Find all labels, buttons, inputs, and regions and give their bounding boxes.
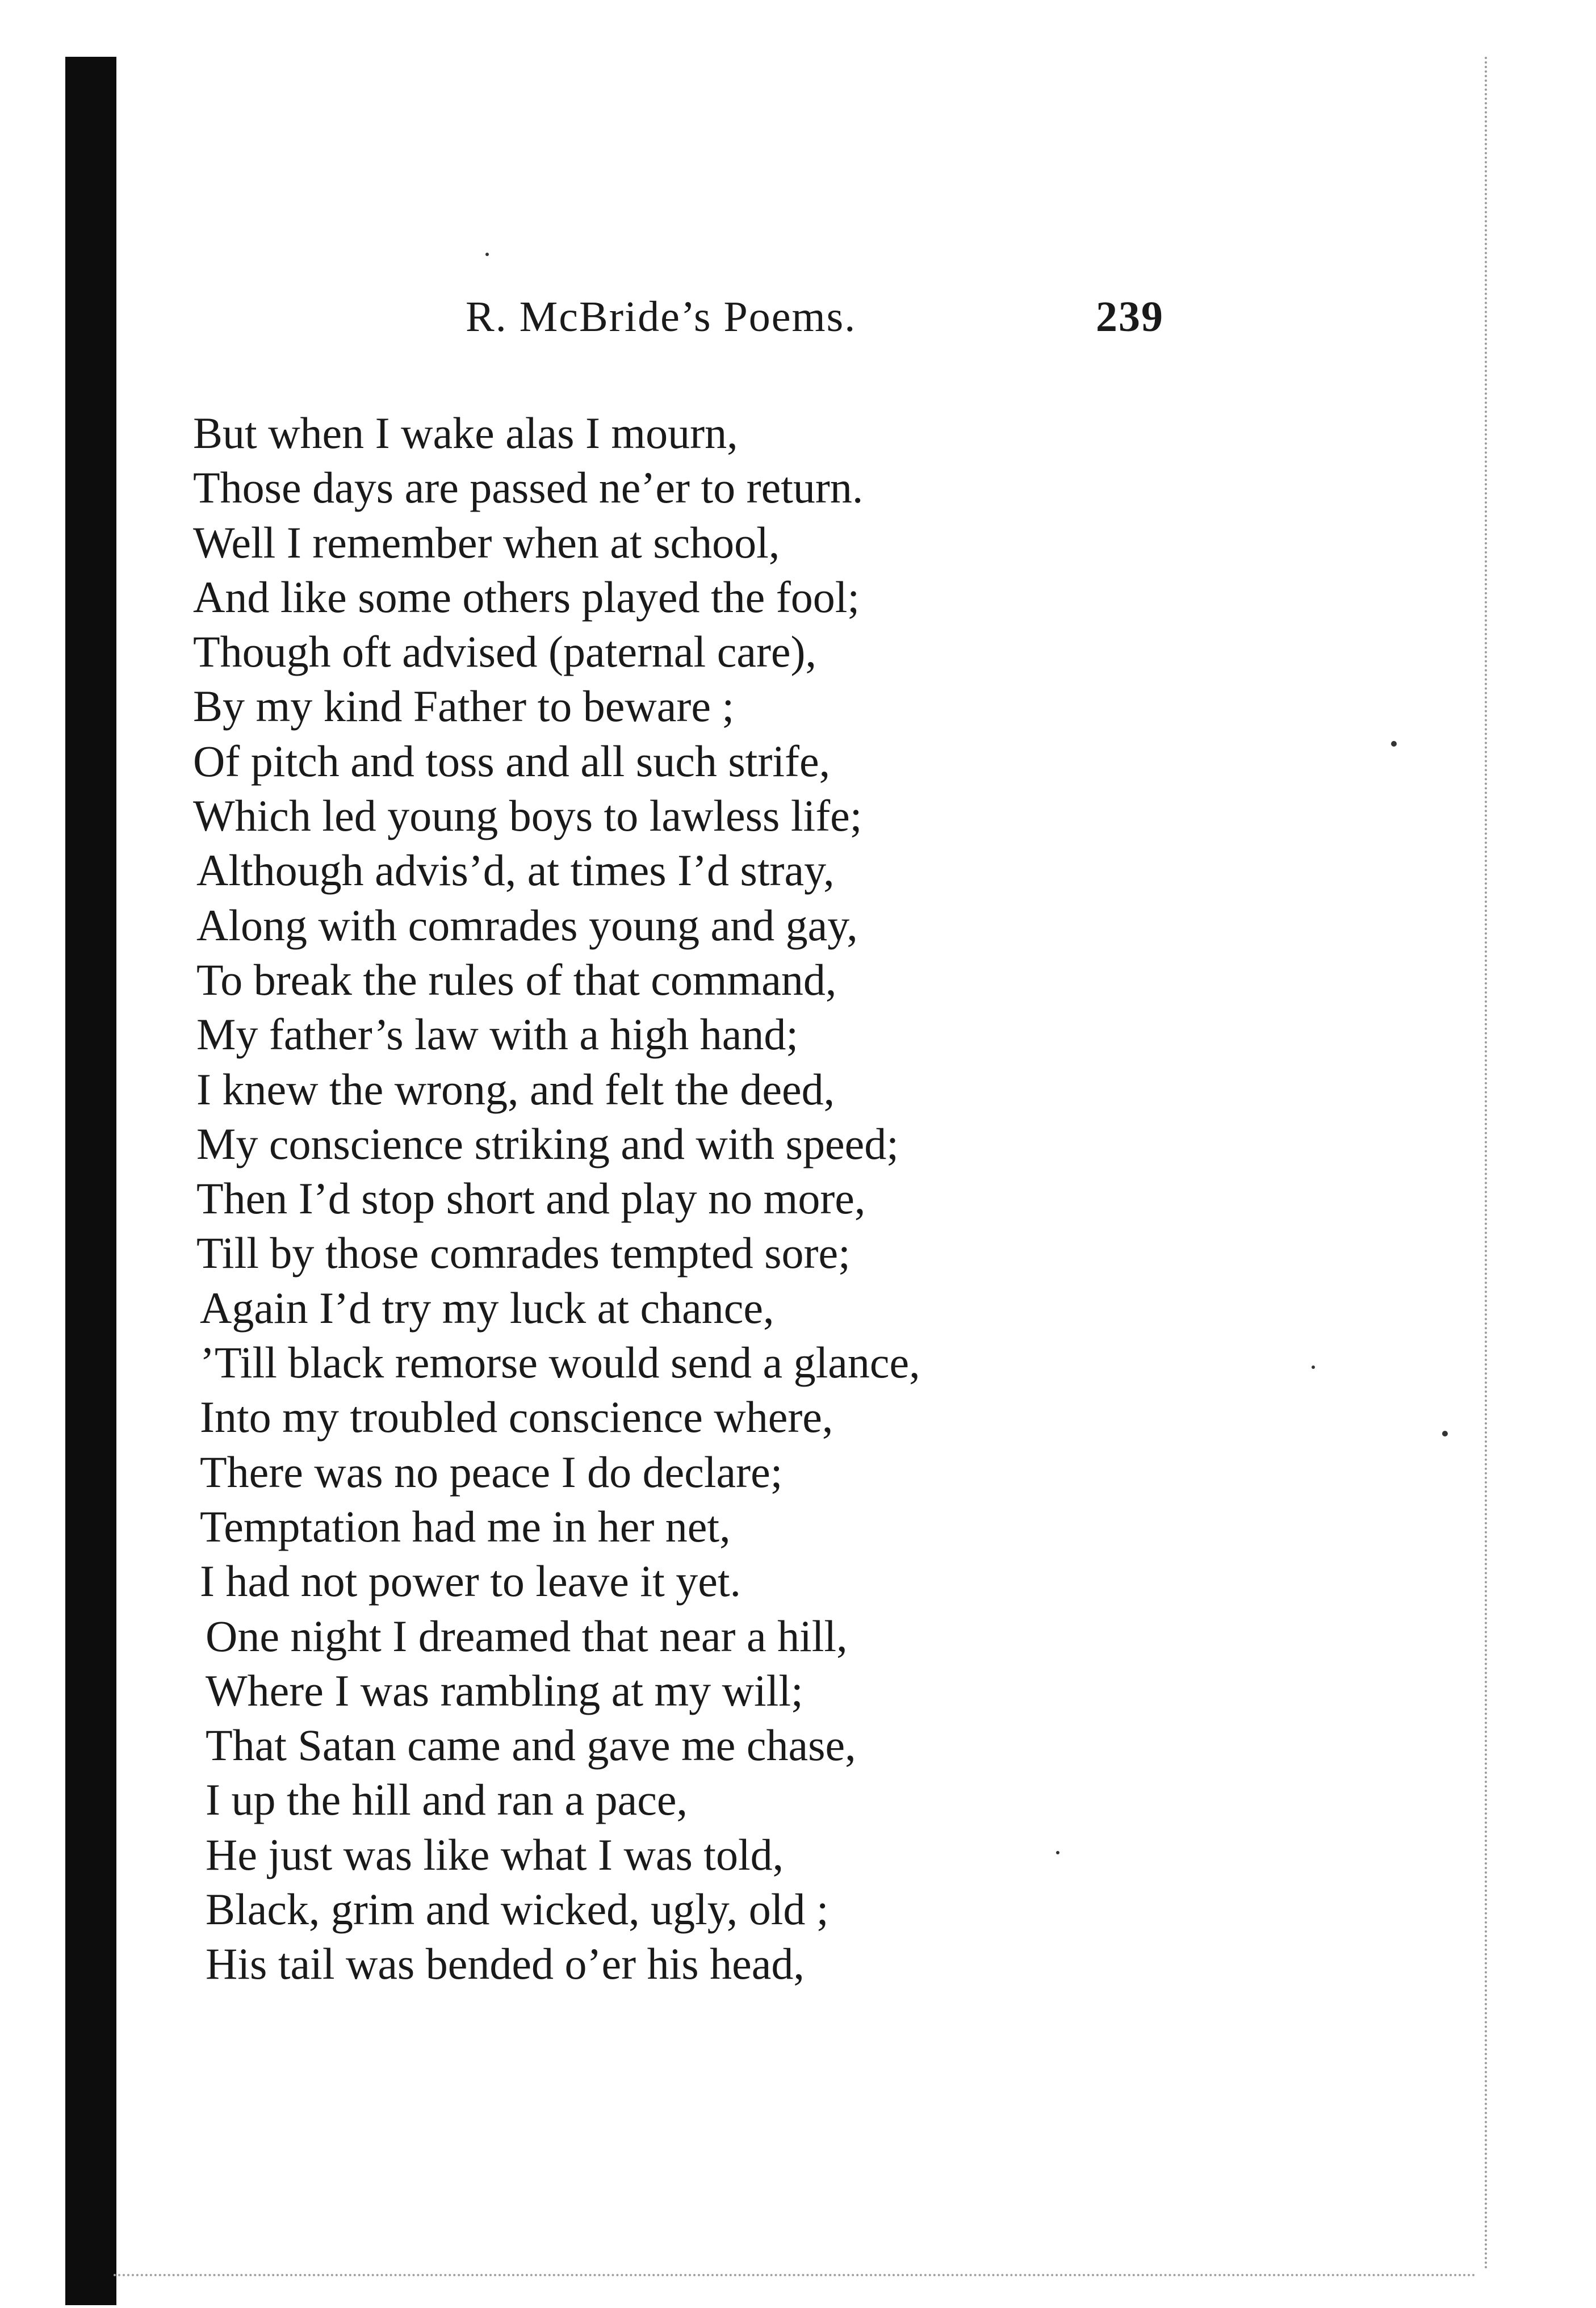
page-binding-edge xyxy=(65,57,116,2305)
poem-line: To break the rules of that command, xyxy=(196,954,837,1004)
poem-line: That Satan came and gave me chase, xyxy=(206,1720,856,1770)
poem-line: Till by those comrades tempted sore; xyxy=(196,1228,851,1278)
poem-line: Although advis’d, at times I’d stray, xyxy=(196,845,835,895)
poem-line: There was no peace I do declare; xyxy=(200,1447,783,1497)
poem-line: But when I wake alas I mourn, xyxy=(193,408,738,458)
poem-line: Along with comrades young and gay, xyxy=(196,900,858,950)
poem-line: Again I’d try my luck at chance, xyxy=(200,1283,774,1333)
poem-line: His tail was bended o’er his head, xyxy=(206,1939,805,1989)
poem-line: Well I remember when at school, xyxy=(193,517,780,567)
poem-line: By my kind Father to beware ; xyxy=(193,681,735,731)
poem-line: Though oft advised (paternal care), xyxy=(193,627,817,677)
poem-line: One night I dreamed that near a hill, xyxy=(206,1611,848,1661)
page-right-edge xyxy=(1485,57,1489,2271)
ink-speck xyxy=(485,253,489,256)
poem-line: And like some others played the fool; xyxy=(193,572,860,622)
poem-line: ’Till black remorse would send a glance, xyxy=(200,1338,920,1388)
poem-line: He just was like what I was told, xyxy=(206,1829,784,1879)
poem-text xyxy=(193,406,1471,1992)
running-title: R. McBride’s Poems. xyxy=(466,293,857,341)
poem-line: Then I’d stop short and play no more, xyxy=(196,1174,866,1224)
poem-line: I had not power to leave it yet. xyxy=(200,1556,742,1606)
poem-line: Of pitch and toss and all such strife, xyxy=(193,736,831,786)
poem-line: Where I was rambling at my will; xyxy=(206,1665,803,1715)
poem-line: My conscience striking and with speed; xyxy=(196,1119,899,1168)
poem-line: I knew the wrong, and felt the deed, xyxy=(196,1064,835,1114)
poem-line: Those days are passed ne’er to return. xyxy=(193,463,864,513)
page-number: 239 xyxy=(1096,293,1164,341)
poem-line: Which led young boys to lawless life; xyxy=(193,791,862,841)
poem-line: Temptation had me in her net, xyxy=(200,1501,731,1551)
poem-line: My father’s law with a high hand; xyxy=(196,1010,799,1059)
page-bottom-edge xyxy=(114,2274,1476,2276)
poem-line: I up the hill and ran a pace, xyxy=(206,1775,688,1825)
running-header xyxy=(466,292,1204,355)
poem-line: Into my troubled conscience where, xyxy=(200,1392,833,1442)
poem-line: Black, grim and wicked, ugly, old ; xyxy=(206,1884,829,1934)
